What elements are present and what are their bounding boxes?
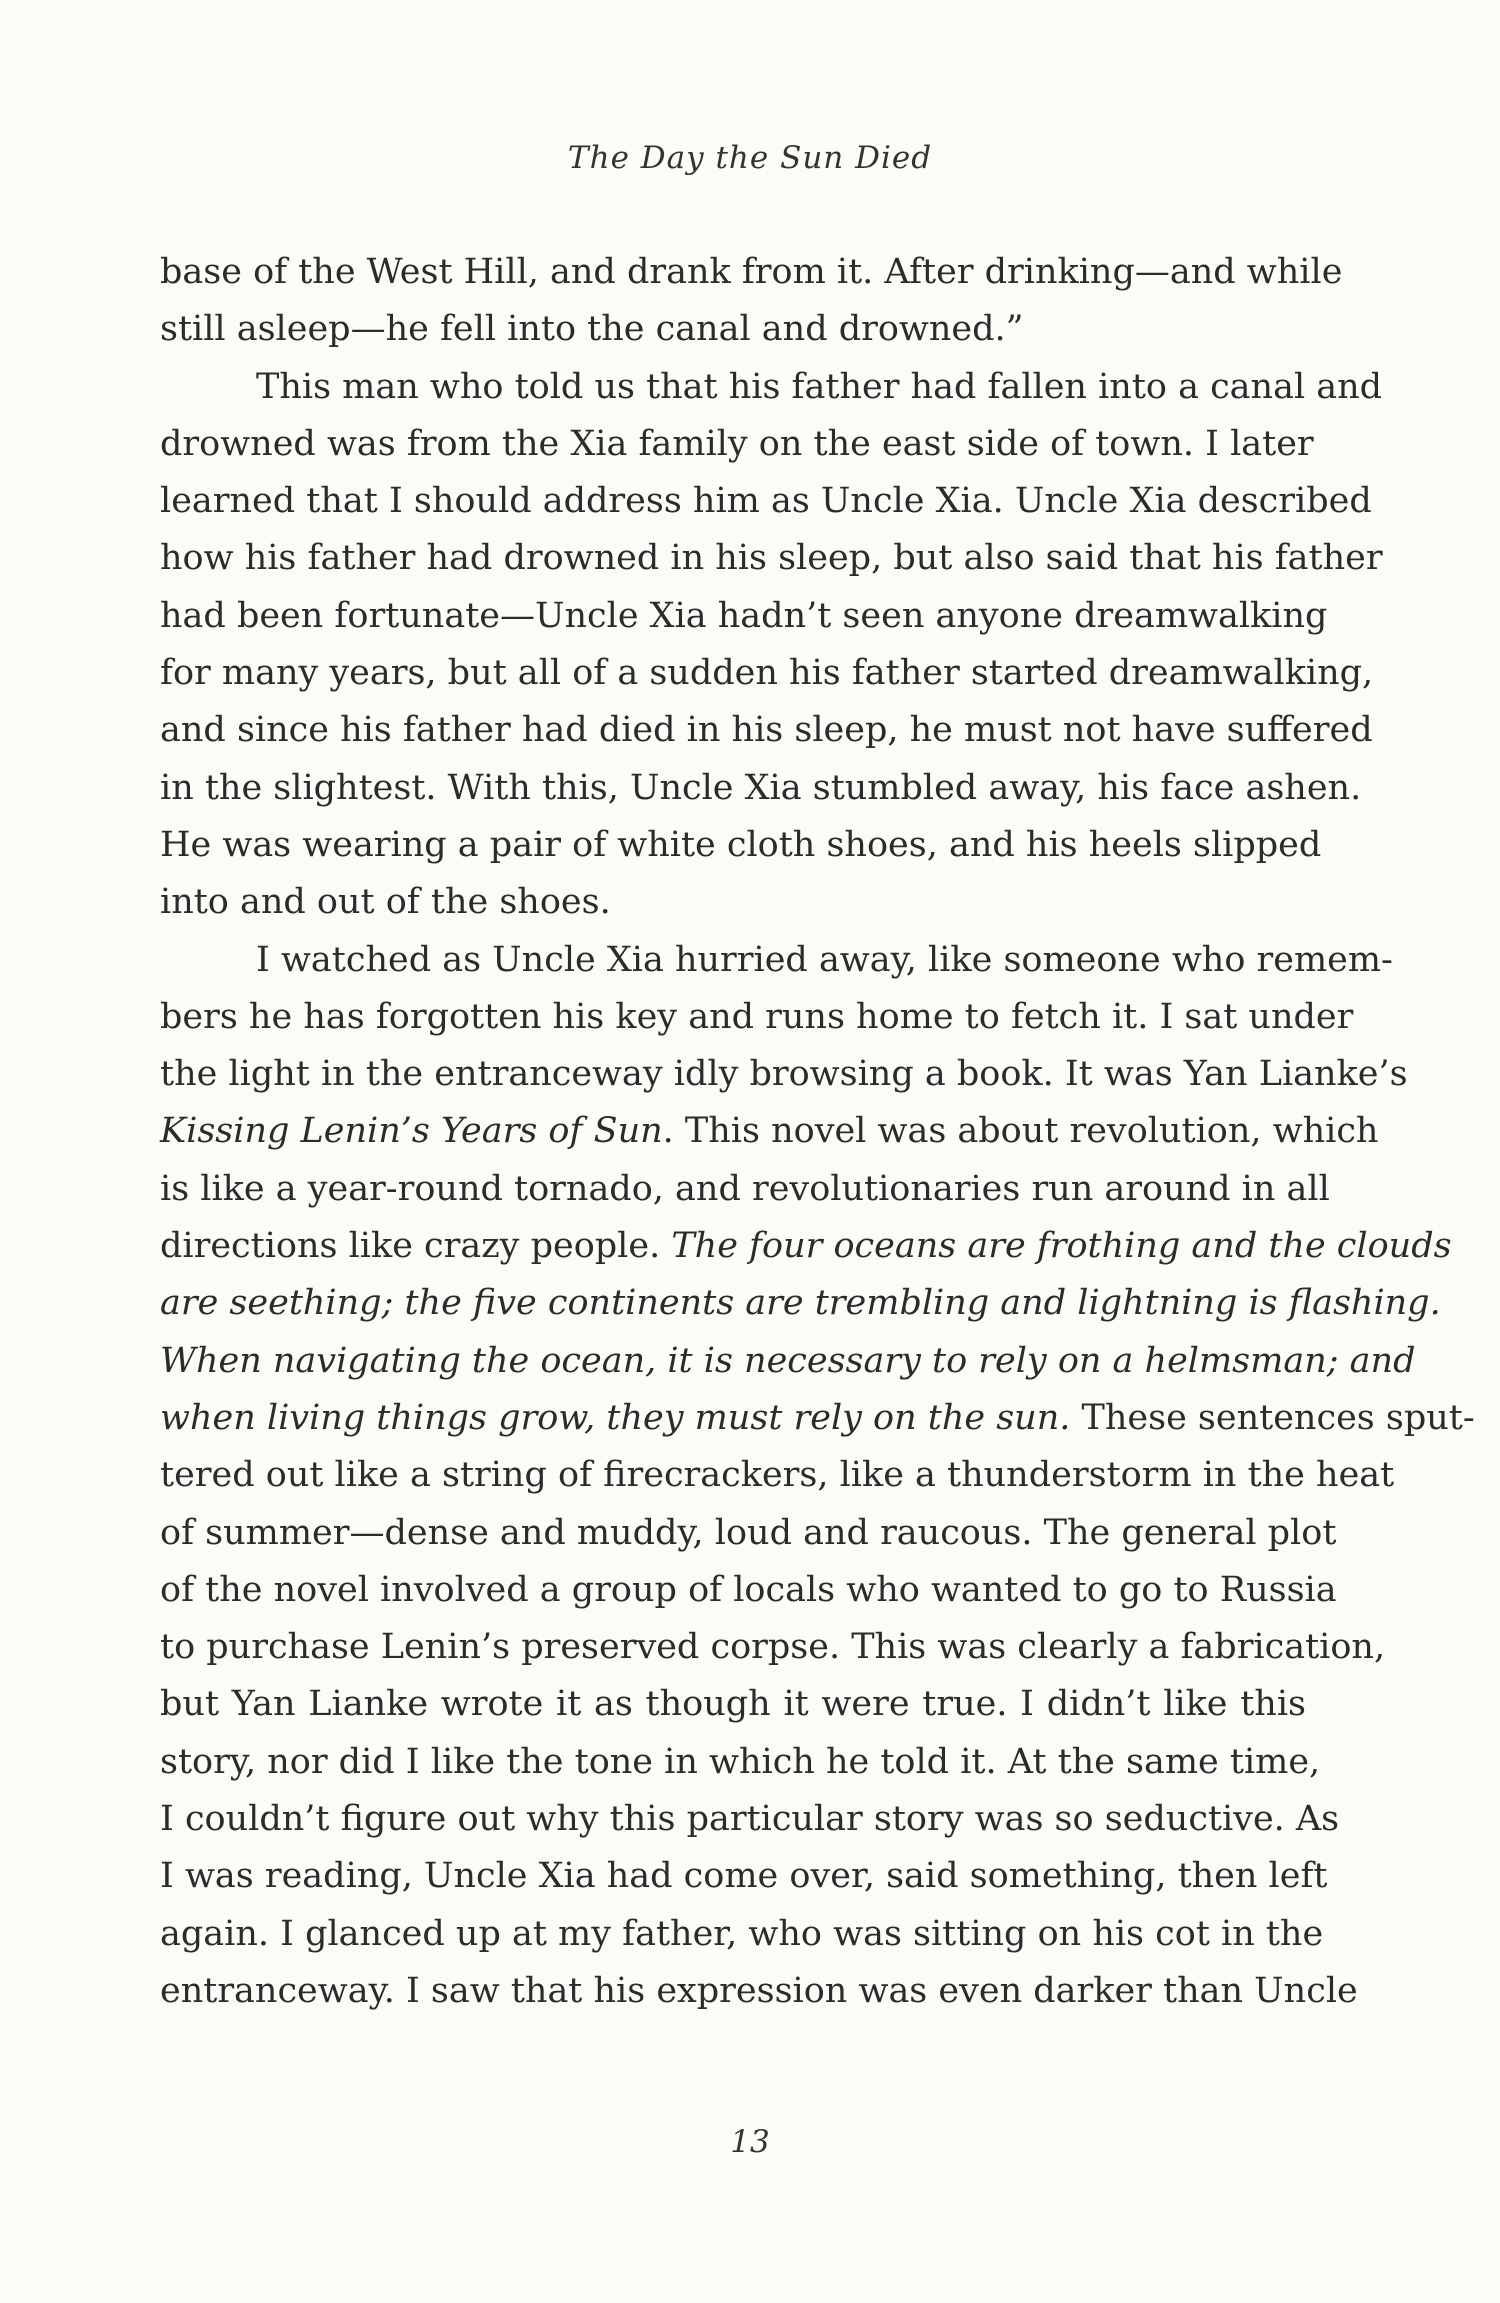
text-line: [160, 760, 1362, 817]
text-run: had been fortunate—Uncle Xia hadn’t seen anyone dreamwalking: [160, 595, 1328, 636]
italic-run: when living things grow, they must rely on the sun.: [160, 1397, 1071, 1438]
text-run: to purchase Lenin’s preserved corpse. This was clearly a fabrication,: [160, 1627, 1386, 1668]
text-line: [160, 301, 1306, 358]
text-line: [160, 1619, 1386, 1676]
text-run: I watched as Uncle Xia hurried away, like someone who remem-: [256, 939, 1393, 980]
text-line: [160, 817, 1322, 874]
text-run: These sentences sput-: [1070, 1397, 1475, 1438]
text-line: [160, 932, 1393, 989]
text-run: learned that I should address him as Uncle Xia. Uncle Xia described: [160, 481, 1372, 522]
text-line: [160, 1161, 1330, 1218]
running-head: The Day the Sun Died: [567, 140, 933, 176]
text-line: [160, 416, 1314, 473]
text-line: [160, 1791, 1340, 1848]
text-line: [160, 359, 1383, 416]
text-line: [160, 989, 1354, 1046]
body-text: [160, 244, 1475, 2020]
text-line: [160, 1906, 1324, 1963]
text-line: [160, 473, 1372, 530]
text-line: [160, 1046, 1408, 1103]
text-run: base of the West Hill, and drank from it. After drinking—and while: [160, 252, 1343, 292]
text-run: in the slightest. With this, Uncle Xia stumbled away, his face ashen.: [160, 767, 1362, 808]
text-line: [160, 530, 1383, 587]
text-line: [160, 874, 1306, 931]
text-line: [160, 588, 1328, 645]
text-run: the light in the entranceway idly browsing a book. It was Yan Lianke’s: [160, 1054, 1408, 1095]
text-line: [160, 1963, 1358, 2020]
text-run: tered out like a string of firecrackers, like a thunderstorm in the heat: [160, 1455, 1395, 1496]
text-line: [160, 1447, 1395, 1504]
text-line: [160, 1390, 1475, 1447]
italic-run: The four oceans are frothing and the clouds: [671, 1226, 1452, 1267]
text-run: and since his father had died in his sleep, he must not have suffered: [160, 710, 1373, 751]
text-run: of the novel involved a group of locals who wanted to go to Russia: [160, 1569, 1337, 1610]
text-line: [160, 1218, 1452, 1275]
text-line: [160, 1562, 1337, 1619]
text-run: drowned was from the Xia family on the east side of town. I later: [160, 423, 1314, 464]
text-run: into and out of the shoes.: [160, 882, 611, 923]
text-run: bers he has forgotten his key and runs home to fetch it. I sat under: [160, 996, 1354, 1037]
text-line: [160, 645, 1374, 702]
page-number: 13: [730, 2124, 770, 2160]
text-line: [160, 1848, 1328, 1905]
text-run: for many years, but all of a sudden his father started dreamwalking,: [160, 653, 1374, 694]
italic-run: are seething; the five continents are trembling and lightning is flashing.: [160, 1283, 1441, 1324]
text-run: but Yan Lianke wrote it as though it were true. I didn’t like this: [160, 1684, 1306, 1725]
italic-run: Kissing Lenin’s Years of Sun: [160, 1111, 663, 1152]
text-run: entranceway. I saw that his expression was even darker than Uncle: [160, 1970, 1358, 2011]
text-line: [160, 1333, 1416, 1390]
text-line: [160, 1505, 1337, 1562]
text-run: directions like crazy people.: [160, 1226, 672, 1267]
text-line: [160, 702, 1373, 759]
text-run: This man who told us that his father had fallen into a canal and: [256, 366, 1383, 407]
text-line: [160, 1103, 1379, 1160]
text-run: how his father had drowned in his sleep, but also said that his father: [160, 538, 1383, 579]
text-line: [160, 244, 1343, 301]
italic-run: When navigating the ocean, it is necessary to rely on a helmsman; and: [160, 1340, 1416, 1381]
text-run: I couldn’t figure out why this particular story was so seductive. As: [160, 1799, 1340, 1840]
text-run: still asleep—he fell into the canal and drowned.”: [160, 309, 1024, 350]
text-line: [160, 1734, 1321, 1791]
text-run: again. I glanced up at my father, who was sitting on his cot in the: [160, 1913, 1324, 1954]
text-line: [160, 1676, 1306, 1733]
text-run: . This novel was about revolution, which: [662, 1111, 1379, 1152]
text-run: of summer—dense and muddy, loud and raucous. The general plot: [160, 1512, 1337, 1553]
text-run: He was wearing a pair of white cloth shoes, and his heels slipped: [160, 824, 1322, 865]
text-run: I was reading, Uncle Xia had come over, said something, then left: [160, 1856, 1328, 1897]
text-line: [160, 1275, 1441, 1332]
text-run: story, nor did I like the tone in which he told it. At the same time,: [160, 1741, 1321, 1782]
text-run: is like a year-round tornado, and revolutionaries run around in all: [160, 1168, 1330, 1209]
